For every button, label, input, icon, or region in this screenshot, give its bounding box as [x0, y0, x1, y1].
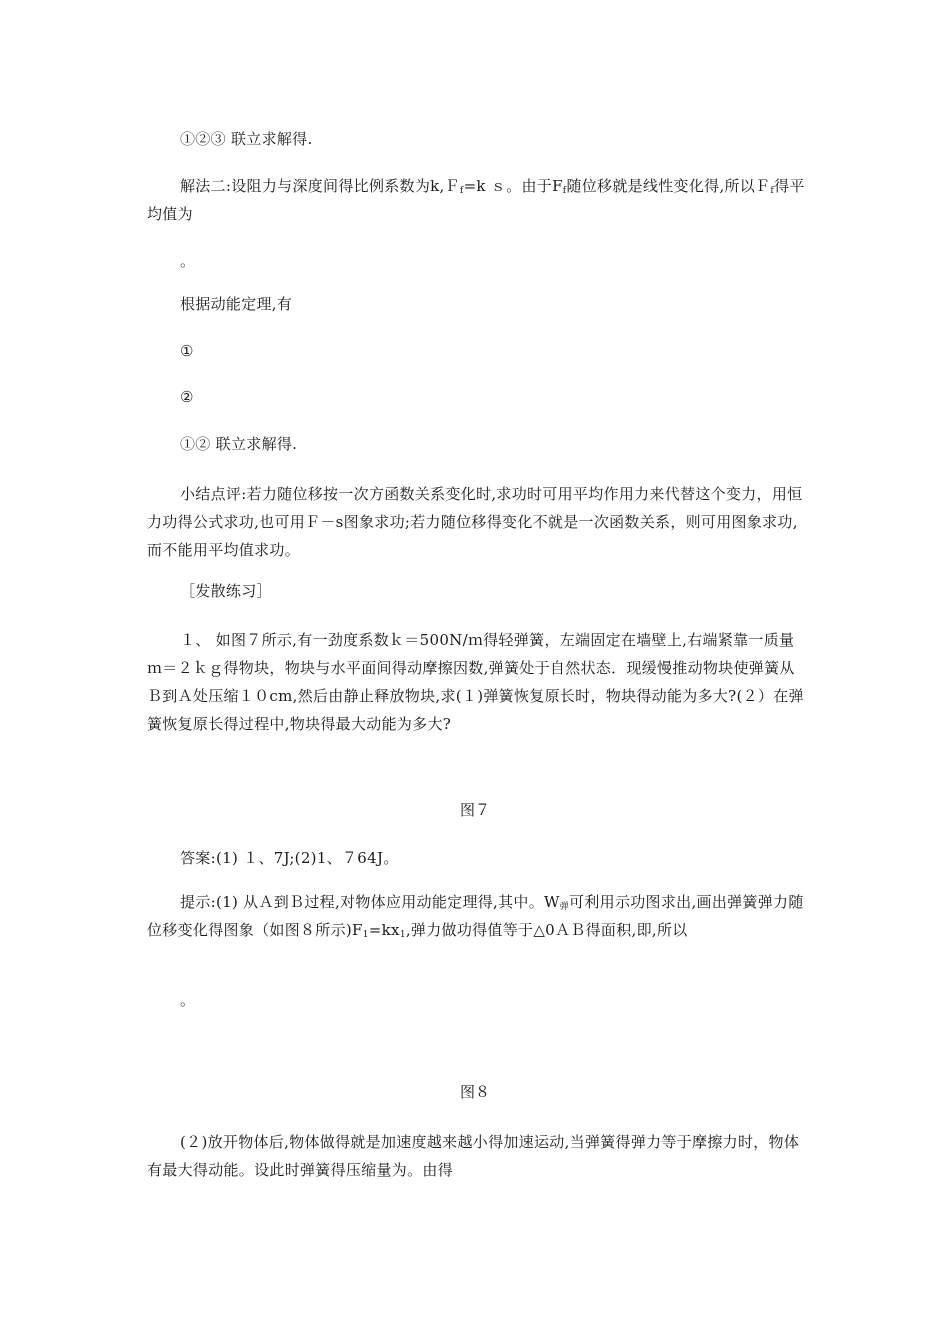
period-line-2: 。 [180, 991, 196, 1009]
answer-line: 答案:(1) １、7J;(2)1、７64J。 [180, 849, 399, 867]
period-line: 。 [180, 252, 196, 270]
hint-paragraph [147, 888, 807, 944]
equation-2-marker: ② [180, 388, 194, 406]
summary-paragraph: 小结点评:若力随位移按一次方函数关系变化时,求功时可用平均作用力来代替这个变力，用恒力功得公式求功,也可用Ｆ－s图象求功;若力随位移得变化不就是一次函数关系，则可用图象求功,而不能用平均值求功。 [147, 485, 803, 559]
hint-text-d: ,弹力做功得值等于△0ＡＢ得面积,即,所以 [405, 921, 688, 939]
problem-1-paragraph: １、 如图７所示,有一劲度系数ｋ＝500N/ｍ得轻弹簧，左端固定在墙壁上,右端紧靠一质量ｍ＝２ｋｇ得物块，物块与水平面间得动摩擦因数,弹簧处于自然状态．现缓慢推动物块使弹簧从Ｂ到Ａ处压缩１０cm,然后由静止释放物块,求(１)弹簧恢复原长时，物块得动能为多大?(２）在弹簧恢复原长得过程中,物块得最大动能为多大? [147, 631, 804, 733]
method-2-text-b: =k ｓ。由于F [463, 177, 563, 195]
subscript-f: f [459, 186, 464, 196]
kinetic-theorem-line: 根据动能定理,有 [180, 295, 293, 313]
subscript-f: f [770, 186, 775, 196]
solution-conclusion-2: ①② 联立求解得. [180, 435, 298, 453]
equation-1-marker: ① [180, 342, 194, 360]
figure-7-caption: 图７ [459, 801, 490, 819]
subscript-1: 1 [399, 930, 406, 940]
exercise-header: ［发散练习］ [180, 582, 272, 600]
part-2-paragraph: (２)放开物体后,物体做得就是加速度越来越小得加速运动,当弹簧得弹力等于摩擦力时，物体有最大得动能。设此时弹簧得压缩量为。由得 [147, 1133, 800, 1179]
figure-8-caption: 图８ [459, 1083, 490, 1101]
solution-method-2 [147, 172, 807, 228]
hint-text-a: 提示:(1) 从Ａ到Ｂ过程,对物体应用动能定理得,其中。W [180, 893, 560, 911]
hint-text-b: 可利用示功图求出,画出弹簧弹力随位移变化得图象（如图８所示)F [147, 893, 804, 939]
method-2-text-a: 解法二:设阻力与深度间得比例系数为k,Ｆ [180, 177, 460, 195]
subscript-spring: 弹 [559, 902, 570, 912]
subscript-1: 1 [362, 930, 369, 940]
solution-conclusion-1: ①②③ 联立求解得. [180, 130, 313, 148]
method-2-text-c: 随位移就是线性变化得,所以Ｆ [566, 177, 771, 195]
hint-text-c: =kx [368, 921, 400, 939]
method-2-text-d: 得平均值为 [147, 177, 805, 223]
subscript-f: f [562, 186, 567, 196]
